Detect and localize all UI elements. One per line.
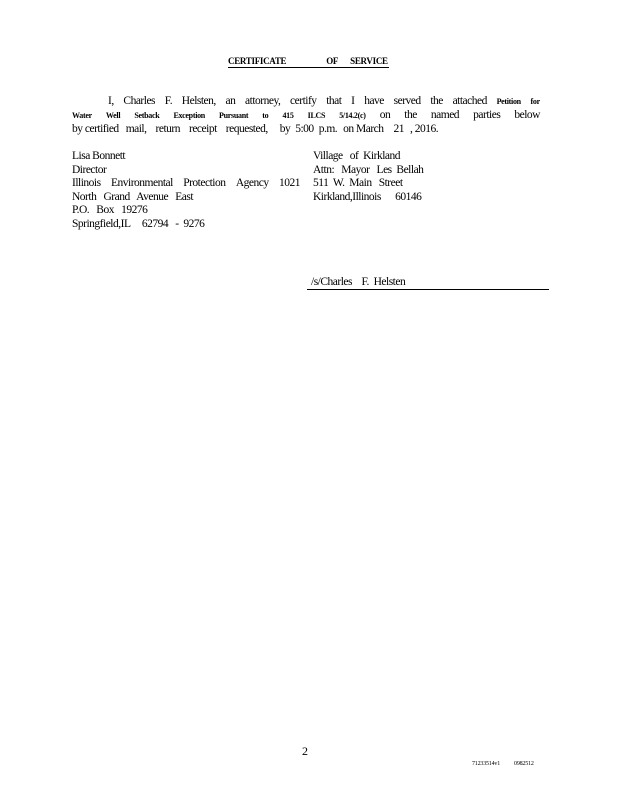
word: Charles xyxy=(123,95,156,107)
recipient-address-right xyxy=(313,150,513,204)
word: requested, xyxy=(225,123,268,135)
petition-title-word: ILCS xyxy=(307,111,326,120)
word: attached xyxy=(452,95,487,107)
recipient-title: Director xyxy=(72,163,107,176)
word: on March xyxy=(343,123,384,135)
word: receipt xyxy=(188,123,217,135)
word: below xyxy=(514,109,540,121)
word: named xyxy=(430,109,460,121)
paragraph-line-2 xyxy=(72,108,540,122)
petition-title-word: Exception xyxy=(173,111,205,120)
petition-title-word: Petition xyxy=(496,97,521,106)
certificate-title xyxy=(228,56,389,68)
petition-title-word: Well xyxy=(105,111,121,120)
word: F. xyxy=(164,95,173,107)
word: , 2016. xyxy=(410,123,439,135)
recipient-po-box: P.O. Box 19276 xyxy=(72,204,148,216)
word: that xyxy=(326,95,342,107)
word: Illinois xyxy=(72,177,101,189)
word: by certified xyxy=(72,123,119,135)
certification-paragraph xyxy=(72,94,540,136)
document-id-right: 0982512 xyxy=(514,761,534,767)
word: Agency xyxy=(235,177,269,189)
word: the xyxy=(404,109,417,121)
petition-title-word: 5/14.2(c) xyxy=(339,111,366,120)
word: the xyxy=(430,95,443,107)
word: by xyxy=(279,123,291,135)
title-word-certificate: CERTIFICATE xyxy=(228,56,287,66)
paragraph-line-3 xyxy=(72,122,540,136)
recipient-street: North Grand Avenue East xyxy=(72,190,194,203)
word: 5:00 xyxy=(295,123,314,135)
word: have xyxy=(364,95,384,107)
word: I xyxy=(351,95,355,107)
word: parties xyxy=(473,109,501,121)
paragraph-line-1 xyxy=(72,94,540,108)
word: p.m. xyxy=(318,123,338,135)
word: certify xyxy=(290,95,317,107)
recipient-city: Springfield,IL 62794 - 9276 xyxy=(72,217,205,230)
petition-title-word: to xyxy=(262,111,269,120)
word: served xyxy=(393,95,421,107)
recipient-name: Village of Kirkland xyxy=(313,150,400,162)
recipient-name: Lisa Bonnett xyxy=(72,150,126,162)
document-id xyxy=(472,761,534,767)
word: mail, xyxy=(125,123,147,135)
word: attorney, xyxy=(245,95,281,107)
recipient-street: 511 W. Main Street xyxy=(313,177,403,189)
recipient-attn: Attn: Mayor Les Bellah xyxy=(313,163,424,176)
word: return xyxy=(155,123,180,135)
word: Protection xyxy=(183,177,226,189)
document-id-left: 71233514v1 xyxy=(472,761,501,767)
title-word-of: OF xyxy=(326,56,339,66)
word: 21 xyxy=(393,123,405,135)
word: 1021 xyxy=(278,177,300,189)
word: an xyxy=(225,95,236,107)
recipient-address-left xyxy=(72,150,300,231)
petition-title-word: Water xyxy=(72,111,92,120)
title-word-service: SERVICE xyxy=(350,56,388,66)
petition-title-word: 415 xyxy=(282,111,294,120)
petition-title-word: Pursuant xyxy=(219,111,249,120)
page-number: 2 xyxy=(302,744,308,758)
recipient-agency-line xyxy=(72,177,300,191)
petition-title-word: Setback xyxy=(134,111,160,120)
petition-title-word: for xyxy=(530,97,540,106)
word: I, xyxy=(108,95,114,107)
recipient-city: Kirkland,Illinois 60146 xyxy=(313,190,422,203)
signature-line: /s/Charles F. Helsten xyxy=(307,276,549,290)
word: Helsten, xyxy=(181,95,216,107)
word: Environmental xyxy=(110,177,173,189)
word: on xyxy=(379,109,391,121)
